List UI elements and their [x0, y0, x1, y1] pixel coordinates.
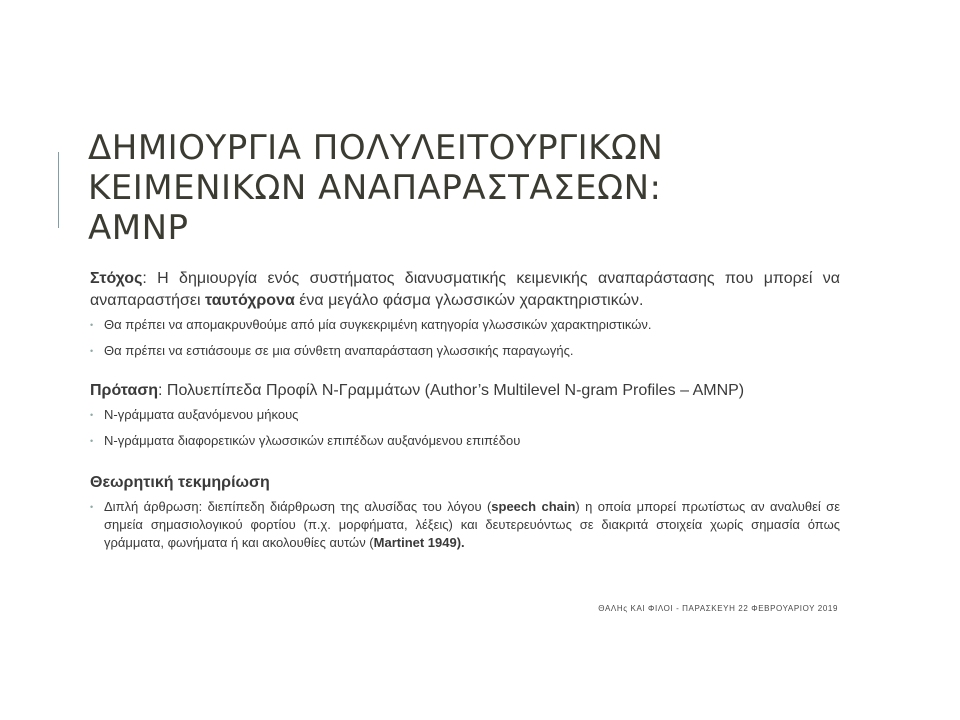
list-item: [90, 432, 840, 450]
title-line-1: ΔΗΜΙΟΥΡΓΙΑ ΠΟΛΥΛΕΙΤΟΥΡΓΙΚΩΝ: [88, 128, 664, 168]
slide-body: [90, 268, 840, 560]
title-line-3: AMNP: [88, 208, 189, 248]
proposal-text: : Πολυεπίπεδα Προφίλ Ν-Γραμμάτων (Author’s Multilevel N-gram Profiles – AMNP): [158, 382, 745, 399]
goal-bullet-list: [90, 316, 840, 360]
proposal-bullet-text: N-γράμματα διαφορετικών γλωσσικών επιπέδων αυξανόμενου επιπέδου: [104, 433, 521, 448]
goal-bullet-text: Θα πρέπει να απομακρυνθούμε από μία συγκεκριμένη κατηγορία γλωσσικών χαρακτηριστικών.: [104, 317, 652, 332]
goal-text-a: : Η δημιουργία ενός συστήματος διανυσματικής κειμενικής αναπαράστασης που μπορεί να αναπαραστήσει: [90, 270, 840, 309]
proposal-bullet-list: [90, 406, 840, 450]
goal-bullet-text: Θα πρέπει να εστιάσουμε σε μια σύνθετη αναπαράσταση γλωσσικής παραγωγής.: [104, 343, 574, 358]
bullet-icon: •: [90, 346, 94, 356]
goal-paragraph: [90, 268, 840, 312]
list-item: [90, 342, 840, 360]
bullet-icon: •: [90, 410, 94, 420]
bullet-icon: •: [90, 502, 94, 512]
goal-section: [90, 268, 840, 360]
slide-footer: ΘΑΛΗς ΚΑΙ ΦΙΛΟΙ - ΠΑΡΑΣΚΕΥΗ 22 ΦΕΒΡΟΥΑΡΙΟΥ 2019: [598, 604, 838, 613]
bullet-icon: •: [90, 320, 94, 330]
list-item: [90, 316, 840, 334]
theory-text-a: Διπλή άρθρωση: διεπίπεδη διάρθρωση της αλυσίδας του λόγου (: [104, 499, 492, 514]
proposal-paragraph: [90, 380, 840, 402]
theory-section: [90, 472, 840, 552]
list-item: [90, 498, 840, 552]
goal-label: Στόχος: [90, 270, 143, 287]
proposal-bullet-text: N-γράμματα αυξανόμενου μήκους: [104, 407, 299, 422]
title-line-2: ΚΕΙΜΕΝΙΚΩΝ ΑΝΑΠΑΡΑΣΤΑΣΕΩΝ:: [88, 168, 662, 208]
title-accent-line: [58, 152, 59, 228]
slide-title: [88, 128, 908, 248]
proposal-label: Πρόταση: [90, 382, 159, 399]
goal-text-b: ένα μεγάλο φάσμα γλωσσικών χαρακτηριστικών.: [294, 292, 644, 309]
goal-emphasis: ταυτόχρονα: [205, 292, 295, 309]
theory-bullet-list: [90, 498, 840, 552]
theory-text-c: ) η οποία μπορεί πρωτίστως αν αναλυθεί σε σημεία σημασιολογικού φορτίου (π.χ. μορφήματα, λέξεις) και δευτερευόντως σε διακριτά στοιχεία χωρίς σημασία όπως γράμματα, φωνήματα ή και ακολουθίες αυτών (: [104, 499, 840, 550]
theory-heading: Θεωρητική τεκμηρίωση: [90, 474, 270, 491]
theory-speech-chain: speech chain: [491, 499, 576, 514]
theory-citation: Martinet 1949).: [373, 535, 465, 550]
proposal-section: [90, 380, 840, 450]
list-item: [90, 406, 840, 424]
bullet-icon: •: [90, 436, 94, 446]
